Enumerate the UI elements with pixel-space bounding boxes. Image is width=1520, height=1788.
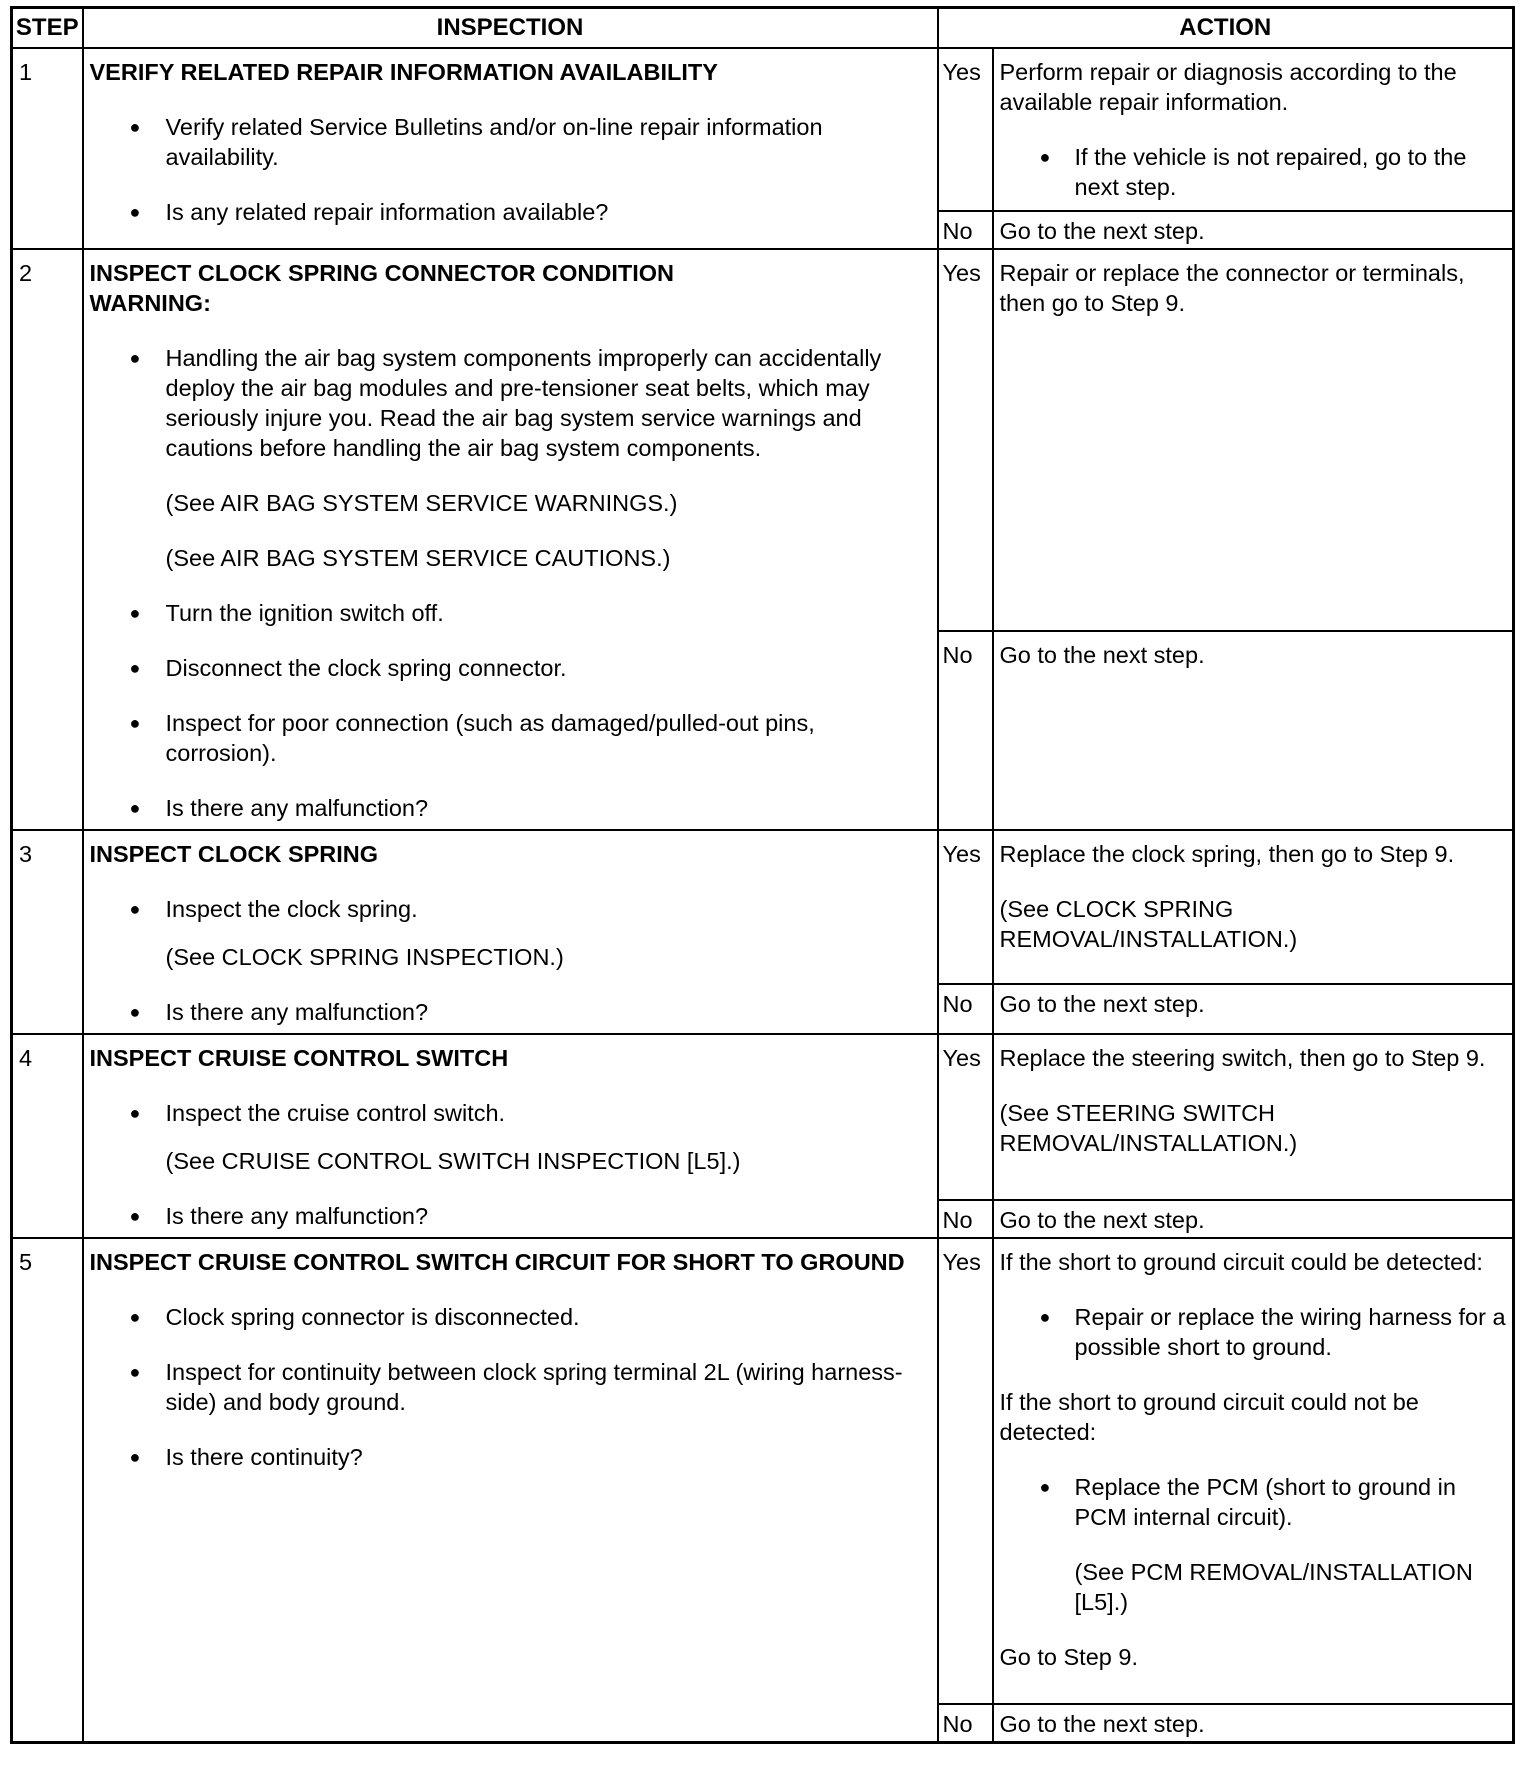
- diagnostic-table: [10, 6, 1515, 1744]
- step-5-yes-row: [12, 1238, 1514, 1704]
- step-number: 4: [12, 1034, 83, 1238]
- step-2-inspection: [83, 249, 938, 830]
- no-label: No: [938, 211, 993, 249]
- header-action: ACTION: [938, 8, 1514, 49]
- bullet-item: ● Verify related Service Bulletins and/or on-line repair information availability.: [90, 112, 931, 172]
- step-5-yes-action: [993, 1238, 1514, 1704]
- step-3-yes-action: [993, 830, 1514, 984]
- action-text: If the short to ground circuit could be detected:: [999, 1249, 1483, 1275]
- step-number: 2: [12, 249, 83, 830]
- step-title: INSPECT CLOCK SPRING: [89, 841, 379, 867]
- step-4-yes-row: [12, 1034, 1514, 1200]
- bullet-item: ● Is there any malfunction?: [90, 1201, 931, 1231]
- step-3-yes-row: [12, 830, 1514, 984]
- step-1-inspection: [83, 48, 938, 249]
- header-inspection: INSPECTION: [83, 8, 938, 49]
- warning-label: WARNING:: [89, 290, 211, 316]
- reference-text: (See CRUISE CONTROL SWITCH INSPECTION [L5].): [165, 1148, 741, 1174]
- action-text: If the short to ground circuit could not be detected:: [999, 1389, 1419, 1445]
- no-label: No: [938, 984, 993, 1034]
- reference-text: (See PCM REMOVAL/INSTALLATION [L5].): [1074, 1559, 1473, 1615]
- header-step: STEP: [12, 8, 83, 49]
- action-text: Perform repair or diagnosis according to the available repair information.: [999, 59, 1457, 115]
- step-number: 1: [12, 48, 83, 249]
- action-bullet: ● Replace the PCM (short to ground in PCM internal circuit).: [1000, 1472, 1507, 1532]
- bullet-item: ● Handling the air bag system components improperly can accidentally deploy the air bag modules and pre-tensioner seat belts, which may seriously injure you. Read the air bag system service warnings and cautions before handling the air bag system components.: [90, 343, 931, 463]
- yes-label: Yes: [938, 830, 993, 984]
- step-2-yes-row: [12, 249, 1514, 631]
- reference-text: (See STEERING SWITCH REMOVAL/INSTALLATION.): [999, 1100, 1298, 1156]
- step-number: 3: [12, 830, 83, 1034]
- step-5-inspection: [83, 1238, 938, 1743]
- step-number: 5: [12, 1238, 83, 1743]
- bullet-item: ● Is there continuity?: [90, 1442, 931, 1472]
- bullet-item: ● Is there any malfunction?: [90, 997, 931, 1027]
- action-text: Go to Step 9.: [999, 1644, 1138, 1670]
- step-3-inspection: [83, 830, 938, 1034]
- action-text: Go to the next step.: [993, 211, 1514, 249]
- bullet-item: ● Turn the ignition switch off.: [90, 598, 931, 628]
- action-text: Replace the clock spring, then go to Step 9.: [999, 841, 1455, 867]
- bullet-item: ● Inspect for continuity between clock spring terminal 2L (wiring harness-side) and body ground.: [90, 1357, 931, 1417]
- yes-label: Yes: [938, 1034, 993, 1200]
- step-1-yes-action: [993, 48, 1514, 211]
- step-title: INSPECT CRUISE CONTROL SWITCH: [89, 1045, 509, 1071]
- bullet-item: ● Inspect for poor connection (such as damaged/pulled-out pins, corrosion).: [90, 708, 931, 768]
- yes-label: Yes: [938, 48, 993, 211]
- bullet-item: ● Is any related repair information available?: [90, 197, 931, 227]
- no-label: No: [938, 1200, 993, 1238]
- reference-text: (See AIR BAG SYSTEM SERVICE WARNINGS.): [165, 490, 678, 516]
- header-row: [12, 8, 1514, 49]
- bullet-item: ● Disconnect the clock spring connector.: [90, 653, 931, 683]
- step-title: INSPECT CLOCK SPRING CONNECTOR CONDITION: [89, 260, 674, 286]
- yes-label: Yes: [938, 1238, 993, 1704]
- yes-label: Yes: [938, 249, 993, 631]
- reference-text: (See CLOCK SPRING INSPECTION.): [165, 944, 564, 970]
- action-text: Repair or replace the connector or terminals, then go to Step 9.: [993, 249, 1514, 631]
- bullet-item: ● Inspect the cruise control switch.: [90, 1098, 931, 1128]
- action-text: Go to the next step.: [993, 1704, 1514, 1743]
- bullet-item: ● Clock spring connector is disconnected.: [90, 1302, 931, 1332]
- reference-text: (See CLOCK SPRING REMOVAL/INSTALLATION.): [999, 896, 1298, 952]
- step-4-yes-action: [993, 1034, 1514, 1200]
- step-title: VERIFY RELATED REPAIR INFORMATION AVAILABILITY: [89, 59, 718, 85]
- action-bullet: ● Repair or replace the wiring harness for a possible short to ground.: [1000, 1302, 1507, 1362]
- step-title: INSPECT CRUISE CONTROL SWITCH CIRCUIT FOR SHORT TO GROUND: [89, 1249, 905, 1275]
- bullet-item: ● Inspect the clock spring.: [90, 894, 931, 924]
- action-text: Go to the next step.: [993, 984, 1514, 1034]
- no-label: No: [938, 1704, 993, 1743]
- no-label: No: [938, 631, 993, 830]
- action-text: Go to the next step.: [993, 631, 1514, 830]
- diagnostic-table-frame: [10, 6, 1512, 1781]
- action-bullet: ● If the vehicle is not repaired, go to the next step.: [1000, 142, 1507, 202]
- reference-text: (See AIR BAG SYSTEM SERVICE CAUTIONS.): [165, 545, 671, 571]
- step-4-inspection: [83, 1034, 938, 1238]
- action-text: Replace the steering switch, then go to Step 9.: [999, 1045, 1486, 1071]
- step-1-yes-row: [12, 48, 1514, 211]
- bullet-item: ● Is there any malfunction?: [90, 793, 931, 823]
- action-text: Go to the next step.: [993, 1200, 1514, 1238]
